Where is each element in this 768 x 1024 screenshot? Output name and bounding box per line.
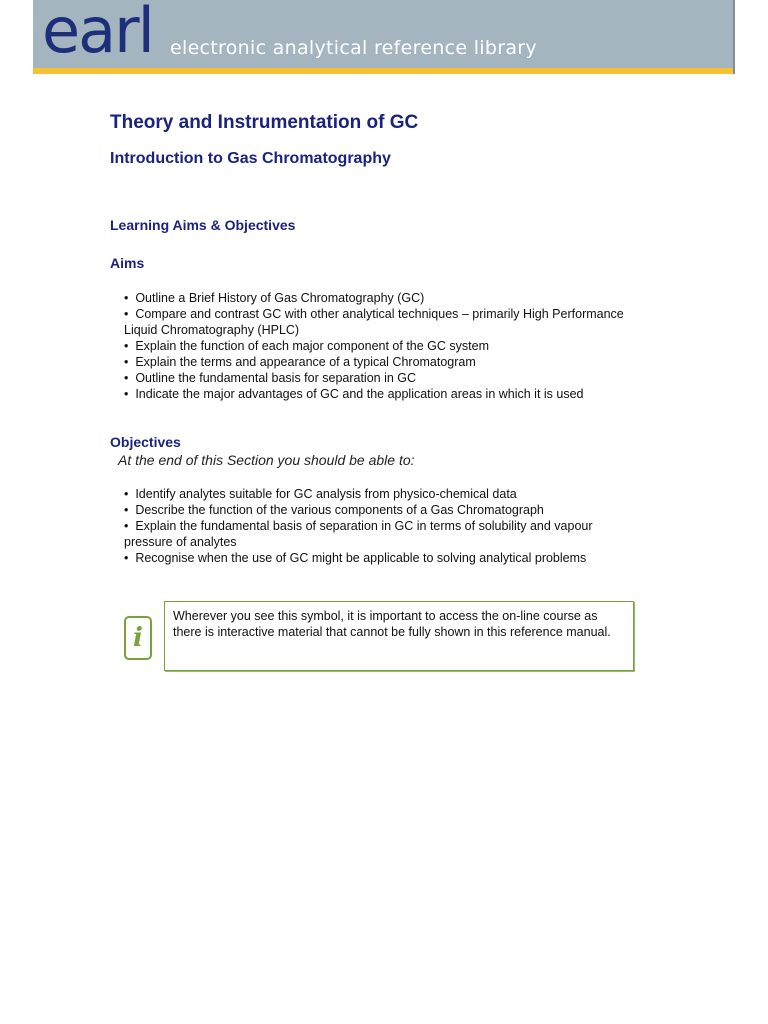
list-item: • Recognise when the use of GC might be applicable to solving analytical problems	[124, 550, 634, 566]
page-title: Theory and Instrumentation of GC	[110, 112, 419, 133]
header-edge	[733, 0, 735, 74]
list-item: • Describe the function of the various components of a Gas Chromatograph	[124, 502, 634, 518]
page-subtitle: Introduction to Gas Chromatography	[110, 150, 391, 167]
section-heading: Learning Aims & Objectives	[110, 217, 296, 233]
list-item: • Explain the terms and appearance of a typical Chromatogram	[124, 354, 634, 370]
header-stripe	[33, 68, 735, 74]
list-item: • Explain the fundamental basis of separation in GC in terms of solubility and vapour pressure of analytes	[124, 518, 634, 550]
info-icon: i	[124, 616, 152, 660]
list-item: • Identify analytes suitable for GC analysis from physico-chemical data	[124, 486, 634, 502]
list-item: • Compare and contrast GC with other analytical techniques – primarily High Performance Liquid Chromatography (HPLC)	[124, 306, 634, 338]
objectives-intro: At the end of this Section you should be able to:	[118, 452, 415, 468]
earl-logo: earl	[42, 0, 153, 67]
objectives-heading: Objectives	[110, 434, 181, 450]
list-item: • Indicate the major advantages of GC and the application areas in which it is used	[124, 386, 634, 402]
objectives-list	[124, 486, 634, 566]
list-item: • Outline a Brief History of Gas Chromatography (GC)	[124, 290, 634, 306]
list-item: • Explain the function of each major component of the GC system	[124, 338, 634, 354]
header-tagline: electronic analytical reference library	[170, 37, 537, 59]
list-item: • Outline the fundamental basis for separation in GC	[124, 370, 634, 386]
info-note: Wherever you see this symbol, it is important to access the on-line course as there is interactive material that cannot be fully shown in this reference manual.	[164, 601, 634, 671]
aims-list	[124, 290, 634, 402]
aims-heading: Aims	[110, 255, 145, 271]
